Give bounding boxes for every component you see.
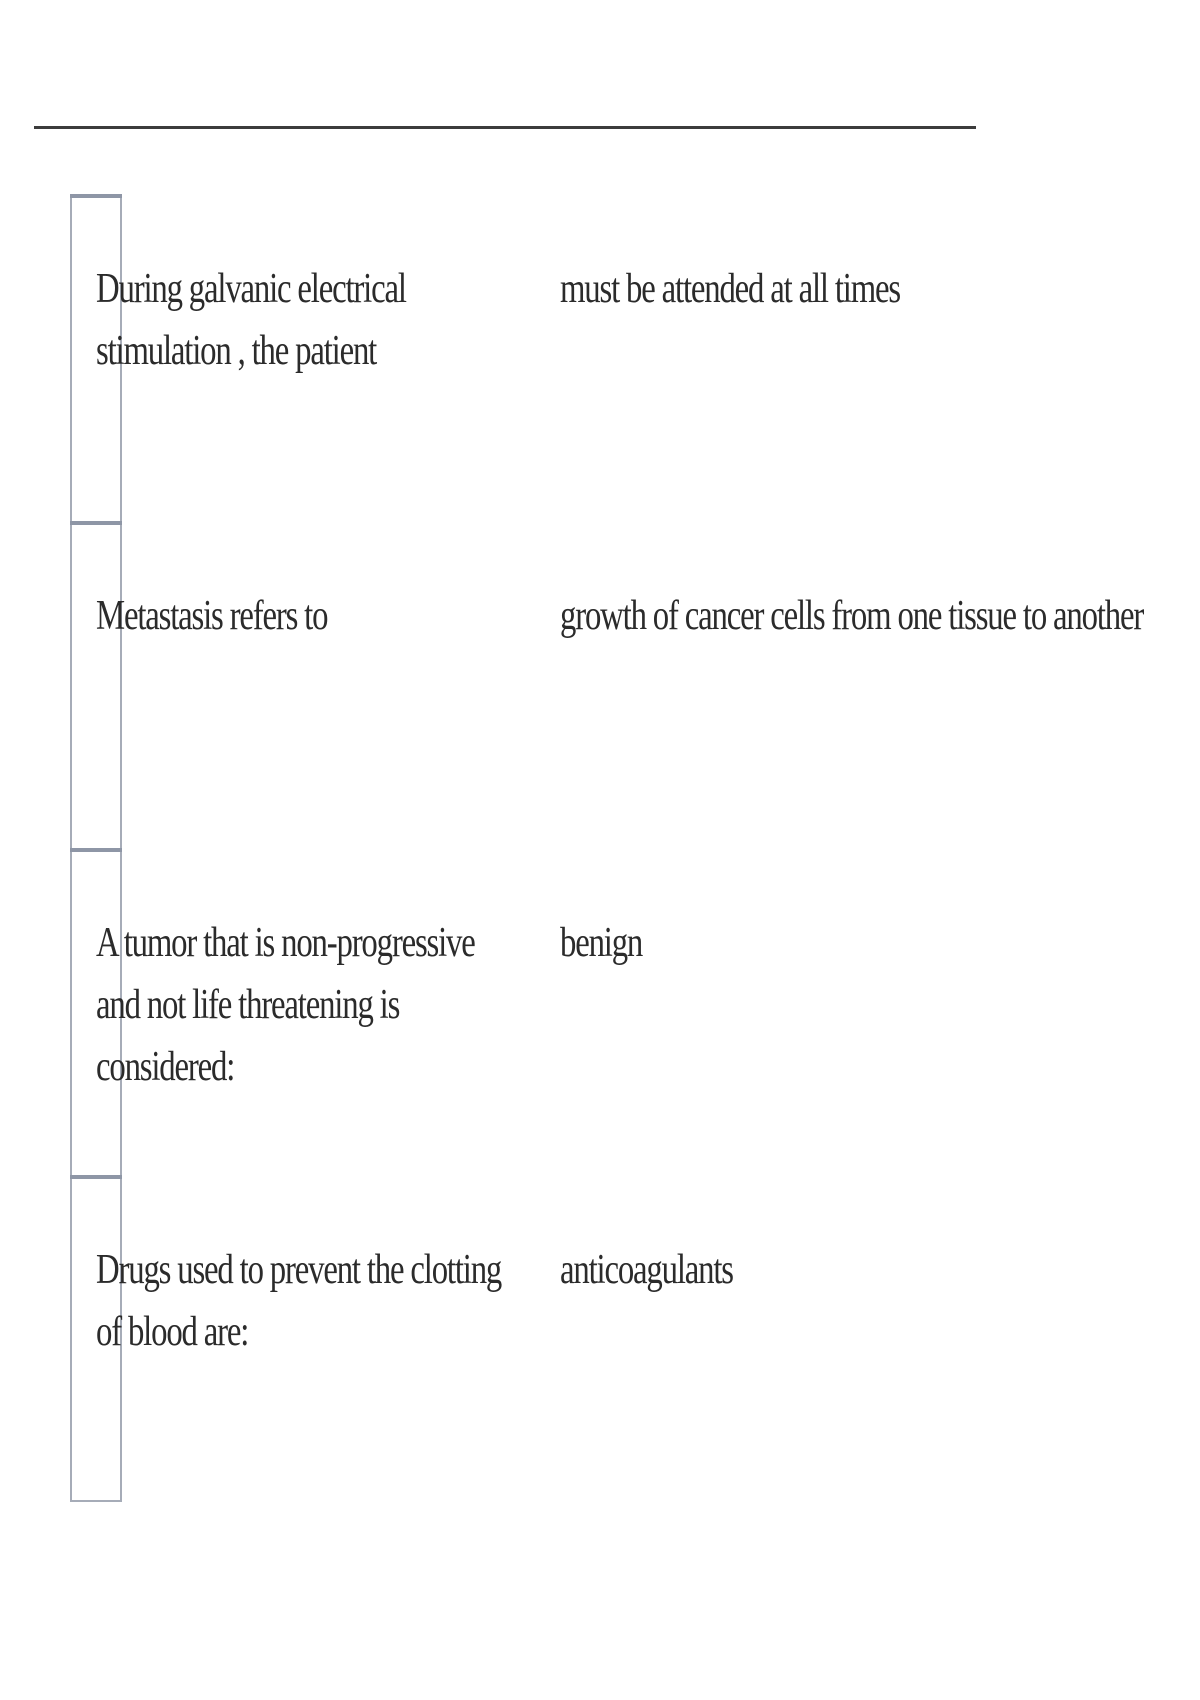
flashcard-term: During galvanic electrical stimulation , the patient — [96, 266, 406, 374]
flashcard-definition: growth of cancer cells from one tissue to another — [560, 593, 1144, 639]
flashcard-row[interactable] — [70, 848, 1070, 1175]
flashcard-definition: anticoagulants — [560, 1247, 733, 1293]
flashcard-row[interactable] — [70, 194, 1070, 521]
flashcard-row[interactable] — [70, 521, 1144, 848]
top-divider — [34, 126, 976, 129]
flashcard-term: Metastasis refers to — [96, 593, 328, 639]
flashcard-definition: must be attended at all times — [560, 266, 900, 312]
flashcard-list — [70, 194, 1144, 1502]
card-frame — [70, 521, 122, 848]
flashcard-row[interactable] — [70, 1175, 1070, 1502]
flashcard-term: Drugs used to prevent the clotting of blood are: — [96, 1247, 502, 1355]
flashcard-definition: benign — [560, 920, 643, 966]
flashcard-term: A tumor that is non-progressive and not life threatening is considered: — [96, 920, 475, 1090]
